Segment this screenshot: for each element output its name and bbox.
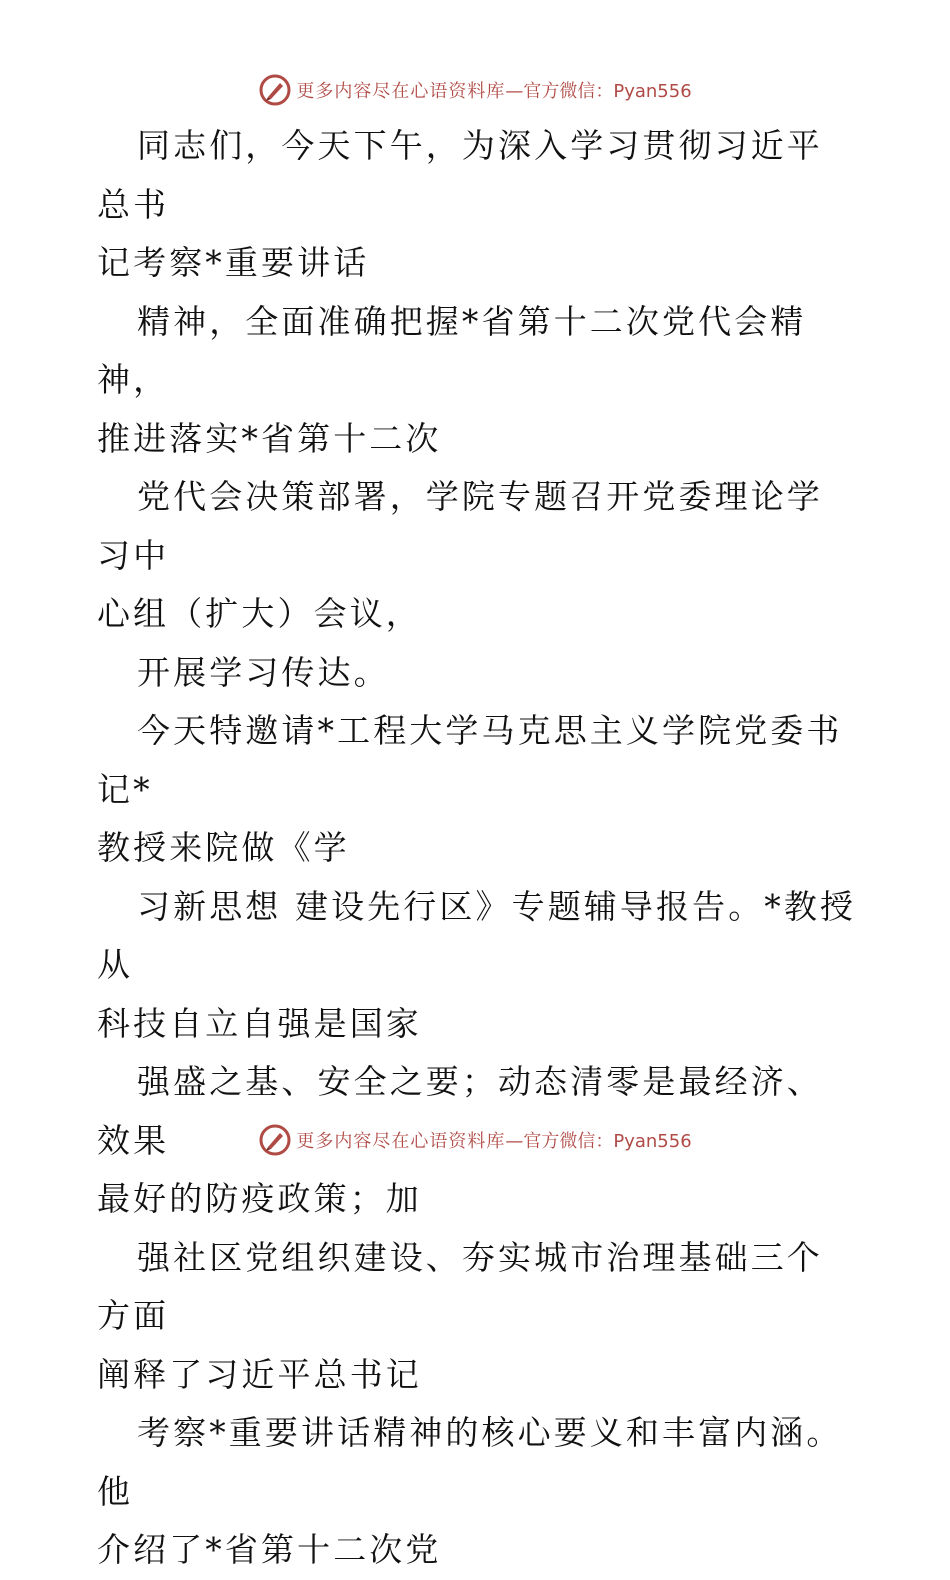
paragraph-line: 考察*重要讲话精神的核心要义和丰富内涵。他 bbox=[97, 1413, 843, 1511]
paragraph bbox=[97, 117, 857, 293]
footer-contact-text: —官方微信：Pyan556 bbox=[505, 1131, 692, 1152]
paragraph-line: 最好的防疫政策；加 bbox=[97, 1179, 422, 1218]
paragraph bbox=[97, 468, 857, 644]
paragraph bbox=[97, 293, 857, 469]
paragraph-line: 教授来院做《学 bbox=[97, 828, 350, 867]
paragraph-line: 推进落实*省第十二次 bbox=[97, 418, 442, 458]
paragraph bbox=[97, 1404, 857, 1580]
paragraph-line: 科技自立自强是国家 bbox=[97, 1003, 422, 1043]
paragraph-line: 强社区党组织建设、夯实城市治理基础三个方面 bbox=[97, 1237, 823, 1335]
paragraph-line: 阐释了习近平总书记 bbox=[97, 1354, 422, 1394]
paragraph-line: 习新思想 建设先行区》专题辅导报告。*教授从 bbox=[97, 886, 857, 984]
header-banner bbox=[0, 70, 950, 110]
pen-logo-icon bbox=[258, 1123, 292, 1157]
pen-logo-icon bbox=[258, 73, 292, 107]
paragraph-line: 记考察*重要讲话 bbox=[97, 243, 370, 282]
document-body bbox=[97, 117, 857, 1580]
footer-brand-text: 更多内容尽在心语资料库 bbox=[296, 1131, 506, 1152]
paragraph-line: 强盛之基、安全之要；动态清零是最经济、效果 bbox=[97, 1062, 823, 1160]
paragraph-line: 精神，全面准确把握*省第十二次党代会精神， bbox=[97, 301, 807, 399]
footer-banner bbox=[0, 1120, 950, 1160]
paragraph-line: 开展学习传达。 bbox=[137, 652, 390, 692]
paragraph bbox=[97, 1229, 857, 1405]
paragraph-line: 党代会决策部署，学院专题召开党委理论学习中 bbox=[97, 477, 823, 575]
header-contact-text: —官方微信：Pyan556 bbox=[505, 81, 692, 102]
paragraph bbox=[97, 702, 857, 878]
paragraph-line: 今天特邀请*工程大学马克思主义学院党委书记* bbox=[97, 711, 843, 809]
paragraph-line: 介绍了*省第十二次党 bbox=[97, 1530, 442, 1569]
paragraph-line: 同志们，今天下午，为深入学习贯彻习近平总书 bbox=[97, 126, 823, 224]
header-brand-text: 更多内容尽在心语资料库 bbox=[296, 81, 506, 102]
paragraph-line: 心组（扩大）会议， bbox=[97, 594, 422, 633]
paragraph bbox=[97, 878, 857, 1054]
paragraph bbox=[97, 644, 857, 703]
